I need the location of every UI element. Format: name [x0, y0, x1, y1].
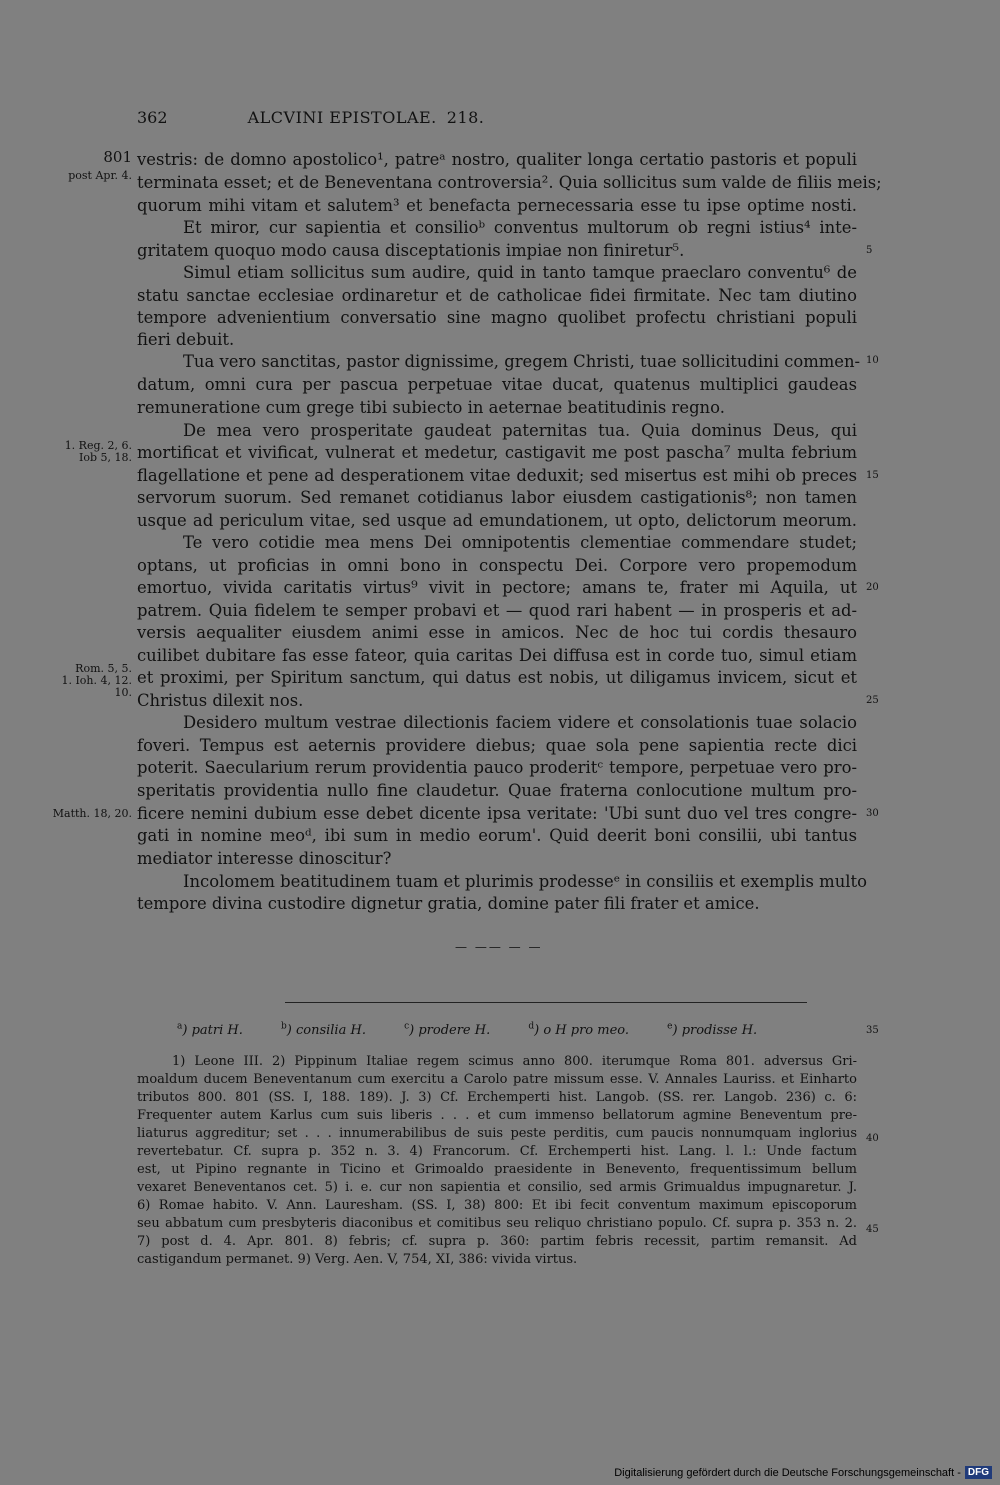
body-line: cuilibet dubitare fas esse fateor, quia caritas Dei diffusa est in corde tuo, simul etiam	[137, 646, 857, 665]
footnote-line: 7) post d. 4. Apr. 801. 8) febris; cf. supra p. 360: partim febris recessit, partim remansit. Ad	[137, 1234, 857, 1249]
credit-text: Digitalisierung gefördert durch die Deutsche Forschungsgemeinschaft -	[614, 1466, 961, 1479]
footnote-line: est, ut Pipino regnante in Ticino et Grimoaldo praesidente in Benevento, frequentissimum bellum	[137, 1162, 857, 1177]
page-number: 362	[137, 108, 168, 127]
line-number-40: 40	[866, 1133, 879, 1144]
body-line: vestris: de domno apostolico¹, patreᵃ nostro, qualiter longa certatio pastoris et populi	[137, 150, 857, 169]
variant-note-d: $^d$) o H pro meo.	[528, 1022, 630, 1039]
body-line: Tua vero sanctitas, pastor dignissime, gregem Christi, tuae sollicitudini commen-	[183, 352, 861, 371]
body-line: mortificat et vivificat, vulnerat et medetur, castigavit me post pascha⁷ multa febrium	[137, 443, 857, 462]
body-line: De mea vero prosperitate gaudeat paternitas tua. Quia dominus Deus, qui	[183, 421, 857, 440]
footnote-line: liaturus aggreditur; set . . . innumerabilibus de suis peste perditis, cum paucis nonnumquam inglorius	[137, 1126, 857, 1141]
body-line: poterit. Saecularium rerum providentia pauco proderitᶜ tempore, perpetuae vero pro-	[137, 758, 857, 777]
body-line: foveri. Tempus est aeternis providere diebus; quae sola pene sapientia recte dici	[137, 736, 857, 755]
line-number-20: 20	[866, 582, 879, 593]
body-line: Desidero multum vestrae dilectionis faciem videre et consolationis tuae solacio	[183, 713, 857, 732]
footnote-line: tributos 800. 801 (SS. I, 188. 189). J. 3) Cf. Erchemperti hist. Langob. (SS. rer. Langob. 236) c. 6:	[137, 1090, 857, 1105]
body-line: fieri debuit.	[137, 330, 235, 349]
variant-note-b: $^b$) consilia H.	[281, 1022, 366, 1039]
body-line: et proximi, per Spiritum sanctum, qui datus est nobis, ut diligamus invicem, sicut et	[137, 668, 857, 687]
body-line: Simul etiam sollicitus sum audire, quid in tanto tamque praeclaro conventu⁶ de	[183, 263, 857, 282]
footnote-line: Frequenter autem Karlus cum suis liberis . . . et cum immenso bellatorum agmine Beneventum pre-	[137, 1108, 857, 1123]
variant-note-a: $^a$) patri H.	[177, 1022, 243, 1039]
margin-date-note: post Apr. 4.	[68, 169, 132, 182]
margin-year: 801	[103, 148, 132, 166]
footnote-line: moaldum ducem Beneventanum cum exercitu a Carolo patre missum esse. V. Annales Lauriss. et Einharto	[137, 1072, 857, 1087]
body-line: datum, omni cura per pascua perpetuae vitae ducat, quatenus multiplici gaudeas	[137, 375, 857, 394]
variant-note-e: $^e$) prodisse H.	[667, 1022, 758, 1039]
line-number-25: 25	[866, 695, 879, 706]
body-line: emortuo, vivida caritatis virtus⁹ vivit in pectore; amans te, frater mi Aquila, ut	[137, 578, 857, 597]
body-line: remuneratione cum grege tibi subiecto in aeternae beatitudinis regno.	[137, 398, 725, 417]
line-number-5: 5	[866, 245, 873, 256]
variant-note-c: $^c$) prodere H.	[404, 1022, 491, 1039]
body-line: Et miror, cur sapientia et consilioᵇ conventus multorum ob regni istius⁴ inte-	[183, 218, 857, 237]
line-number-30: 30	[866, 808, 879, 819]
margin-ref-10: 10.	[114, 686, 132, 699]
dfg-logo: DFG	[965, 1466, 992, 1479]
body-line: statu sanctae ecclesiae ordinaretur et de catholicae fidei firmitate. Nec tam diutino	[137, 286, 857, 305]
margin-ref-matth: Matth. 18, 20.	[52, 807, 132, 820]
body-line: tempore advenientium conversatio sine magno quolibet profectu christiani populi	[137, 308, 857, 327]
body-line: usque ad periculum vitae, sed usque ad emundationem, ut opto, delictorum meorum.	[137, 511, 857, 530]
line-number-10: 10	[866, 355, 879, 366]
body-line: gritatem quoquo modo causa disceptationis impiae non finiretur⁵.	[137, 241, 685, 260]
line-number-45: 45	[866, 1224, 879, 1235]
body-line: quorum mihi vitam et salutem³ et benefacta pernecessaria esse tu ipse optime nosti.	[137, 196, 857, 215]
section-separator: — —— — —	[455, 940, 543, 954]
body-line: flagellatione et pene ad desperationem vitae deduxit; sed misertus est mihi ob preces	[137, 466, 857, 485]
body-line: ficere nemini dubium esse debet dicente ipsa veritate: 'Ubi sunt duo vel tres congre-	[137, 804, 857, 823]
variant-notes	[177, 1022, 791, 1038]
body-line: Incolomem beatitudinem tuam et plurimis prodesseᵉ in consiliis et exemplis multo	[183, 872, 867, 891]
line-number-15: 15	[866, 470, 879, 481]
footnote-line: revertebatur. Cf. supra p. 352 n. 3. 4) Francorum. Cf. Erchemperti hist. Lang. l. l.: Unde factum	[137, 1144, 857, 1159]
line-number-35: 35	[866, 1025, 879, 1036]
body-line: tempore divina custodire dignetur gratia, domine pater fili frater et amice.	[137, 894, 760, 913]
body-line: versis aequaliter eiusdem animi esse in amicos. Nec de hoc tui cordis thesauro	[137, 623, 857, 642]
footnote-rule	[285, 1002, 807, 1003]
dfg-credit	[614, 1466, 992, 1479]
margin-ref-rom: Rom. 5, 5.	[75, 662, 132, 675]
body-line: speritatis providentia nullo fine claudetur. Quae fraterna conlocutione multum pro-	[137, 781, 857, 800]
margin-ref-reg: 1. Reg. 2, 6.	[64, 439, 132, 452]
margin-ref-ioh: 1. Ioh. 4, 12.	[61, 674, 132, 687]
body-line: gati in nomine meoᵈ, ibi sum in medio eorum'. Quid deerit boni consilii, ubi tantus	[137, 826, 857, 845]
body-line: terminata esset; et de Beneventana controversia². Quia sollicitus sum valde de filiis meis;	[137, 173, 882, 192]
margin-ref-iob: Iob 5, 18.	[79, 451, 132, 464]
footnote-line: 1) Leone III. 2) Pippinum Italiae regem scimus anno 800. iterumque Roma 801. adversus Gri-	[172, 1054, 857, 1069]
body-line: mediator interesse dinoscitur?	[137, 849, 392, 868]
footnote-line: castigandum permanet. 9) Verg. Aen. V, 754, XI, 386: vivida virtus.	[137, 1252, 578, 1267]
running-title-text: ALCVINI EPISTOLAE.	[247, 108, 437, 127]
letter-number: 218.	[446, 108, 485, 127]
body-line: servorum suorum. Sed remanet cotidianus labor eiusdem castigationis⁸; non tamen	[137, 488, 857, 507]
body-line: optans, ut proficias in omni bono in conspectu Dei. Corpore vero propemodum	[137, 556, 857, 575]
body-line: patrem. Quia fidelem te semper probavi et — quod rari habent — in prosperis et ad-	[137, 601, 857, 620]
running-title	[137, 108, 595, 127]
footnote-line: vexaret Beneventanos cet. 5) i. e. cur non sapientia et consilio, sed armis Grimualdus impugnaretur. J.	[137, 1180, 857, 1195]
footnote-line: seu abbatum cum presbyteris diaconibus et comitibus seu reliquo christiano populo. Cf. supra p. 353 n. 2.	[137, 1216, 857, 1231]
body-line: Te vero cotidie mea mens Dei omnipotentis clementiae commendare studet;	[183, 533, 857, 552]
page-header	[137, 108, 595, 132]
body-line: Christus dilexit nos.	[137, 691, 304, 710]
footnote-line: 6) Romae habito. V. Ann. Lauresham. (SS. I, 38) 800: Et ibi fecit conventum maximum episcoporum	[137, 1198, 857, 1213]
